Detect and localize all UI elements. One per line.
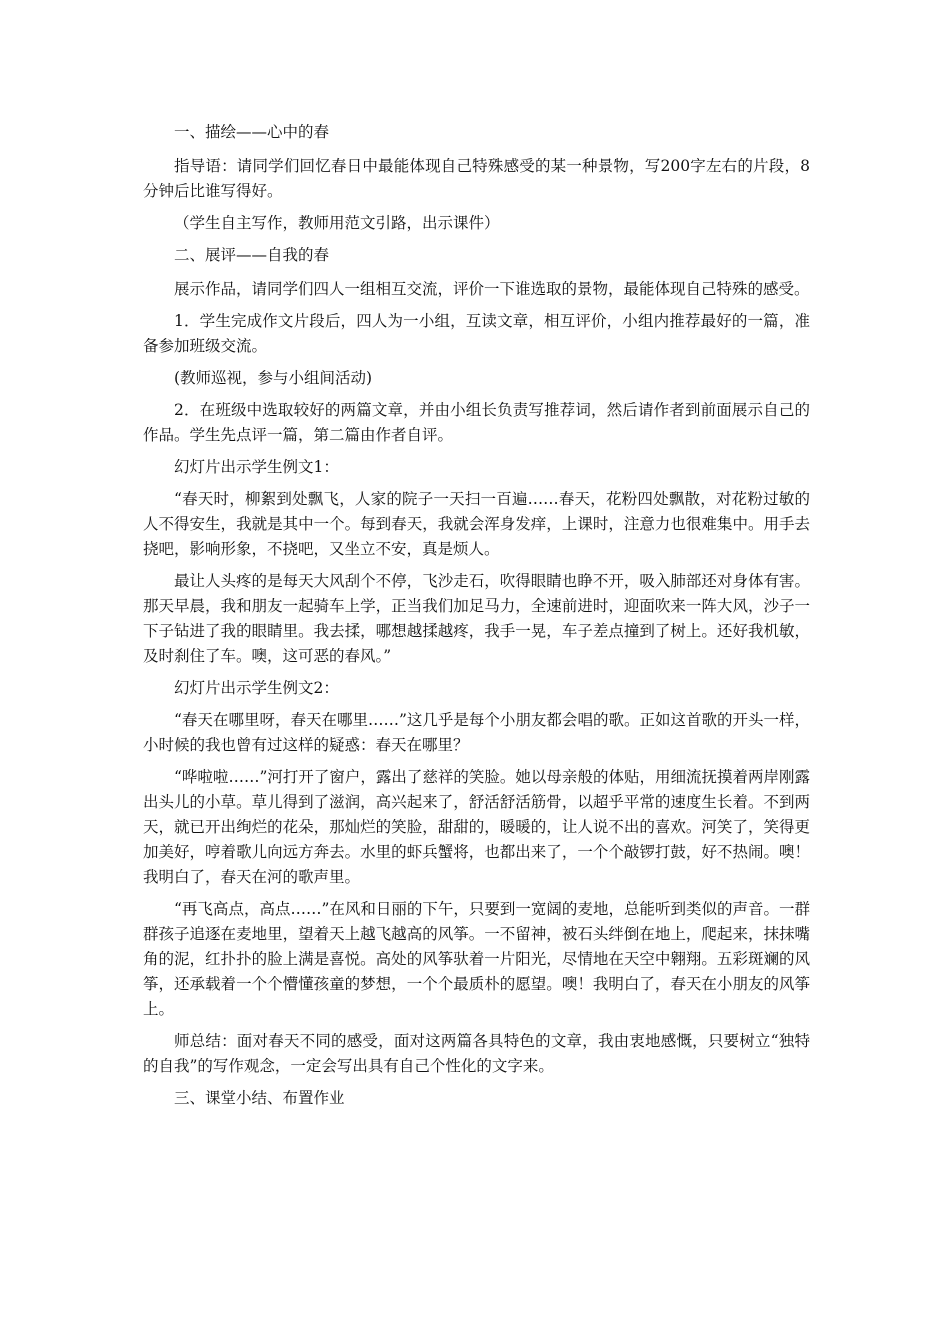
paragraph-example-2-part-3: “再飞高点，高点……”在风和日丽的下午，只要到一宽阔的麦地，总能听到类似的声音。一群群孩子追逐在麦地里，望着天上越飞越高的风筝。一不留神，被石头绊倒在地上，爬起来，抹抹嘴角的泥，红扑扑的脸上满是喜悦。高处的风筝驮着一片阳光，尽情地在天空中翱翔。五彩斑斓的风筝，还承载着一个个懵懂孩童的梦想，一个个最质朴的愿望。噢！我明白了，春天在小朋友的风筝上。 <box>143 900 810 1018</box>
paragraph-guide: 指导语：请同学们回忆春日中最能体现自己特殊感受的某一种景物，写200字左右的片段，8分钟后比谁写得好。 <box>143 157 810 200</box>
paragraph-step-2: 2．在班级中选取较好的两篇文章，并由小组长负责写推荐词，然后请作者到前面展示自己的作品。学生先点评一篇，第二篇由作者自评。 <box>143 401 810 444</box>
document-body <box>143 120 810 1120</box>
paragraph-example-1-part-1: “春天时，柳絮到处飘飞，人家的院子一天扫一百遍……春天，花粉四处飘散，对花粉过敏的人不得安生，我就是其中一个。每到春天，我就会浑身发痒，上课时，注意力也很难集中。用手去挠吧，影响形象，不挠吧，又坐立不安，真是烦人。 <box>143 490 810 558</box>
paragraph-example-2-part-1: “春天在哪里呀，春天在哪里……”这几乎是每个小朋友都会唱的歌。正如这首歌的开头一样，小时候的我也曾有过这样的疑惑：春天在哪里？ <box>143 711 810 754</box>
paragraph-teacher-summary: 师总结：面对春天不同的感受，面对这两篇各具特色的文章，我由衷地感慨，只要树立“独特的自我”的写作观念，一定会写出具有自己个性化的文字来。 <box>143 1032 810 1075</box>
paragraph-note-teacher: (教师巡视，参与小组间活动) <box>174 369 373 387</box>
paragraph-step-1: 1．学生完成作文片段后，四人为一小组，互读文章，相互评价，小组内推荐最好的一篇，准备参加班级交流。 <box>143 312 810 355</box>
section-heading-1: 一、描绘——心中的春 <box>174 123 330 141</box>
paragraph-example-1-label: 幻灯片出示学生例文1： <box>174 458 339 476</box>
paragraph-example-2-label: 幻灯片出示学生例文2： <box>174 679 339 697</box>
paragraph-show-works: 展示作品，请同学们四人一组相互交流，评价一下谁选取的景物，最能体现自己特殊的感受。 <box>174 280 810 298</box>
section-heading-3: 三、课堂小结、布置作业 <box>174 1089 345 1107</box>
paragraph-example-2-part-2: “哗啦啦……”河打开了窗户，露出了慈祥的笑脸。她以母亲般的体贴，用细流抚摸着两岸刚露出头儿的小草。草儿得到了滋润，高兴起来了，舒活舒活筋骨，以超乎平常的速度生长着。不到两天，就已开出绚烂的花朵，那灿烂的笑脸，甜甜的，暖暖的，让人说不出的喜欢。河笑了，笑得更加美好，哼着歌儿向远方奔去。水里的虾兵蟹将，也都出来了，一个个敲锣打鼓，好不热闹。噢！我明白了，春天在河的歌声里。 <box>143 768 810 886</box>
paragraph-note-writing: （学生自主写作，教师用范文引路，出示课件） <box>174 214 500 232</box>
paragraph-example-1-part-2: 最让人头疼的是每天大风刮个不停，飞沙走石，吹得眼睛也睁不开，吸入肺部还对身体有害。那天早晨，我和朋友一起骑车上学，正当我们加足马力，全速前进时，迎面吹来一阵大风，沙子一下子钻进了我的眼睛里。我去揉，哪想越揉越疼，我手一晃，车子差点撞到了树上。还好我机敏，及时刹住了车。噢，这可恶的春风。” <box>143 572 810 665</box>
section-heading-2: 二、展评——自我的春 <box>174 246 330 264</box>
